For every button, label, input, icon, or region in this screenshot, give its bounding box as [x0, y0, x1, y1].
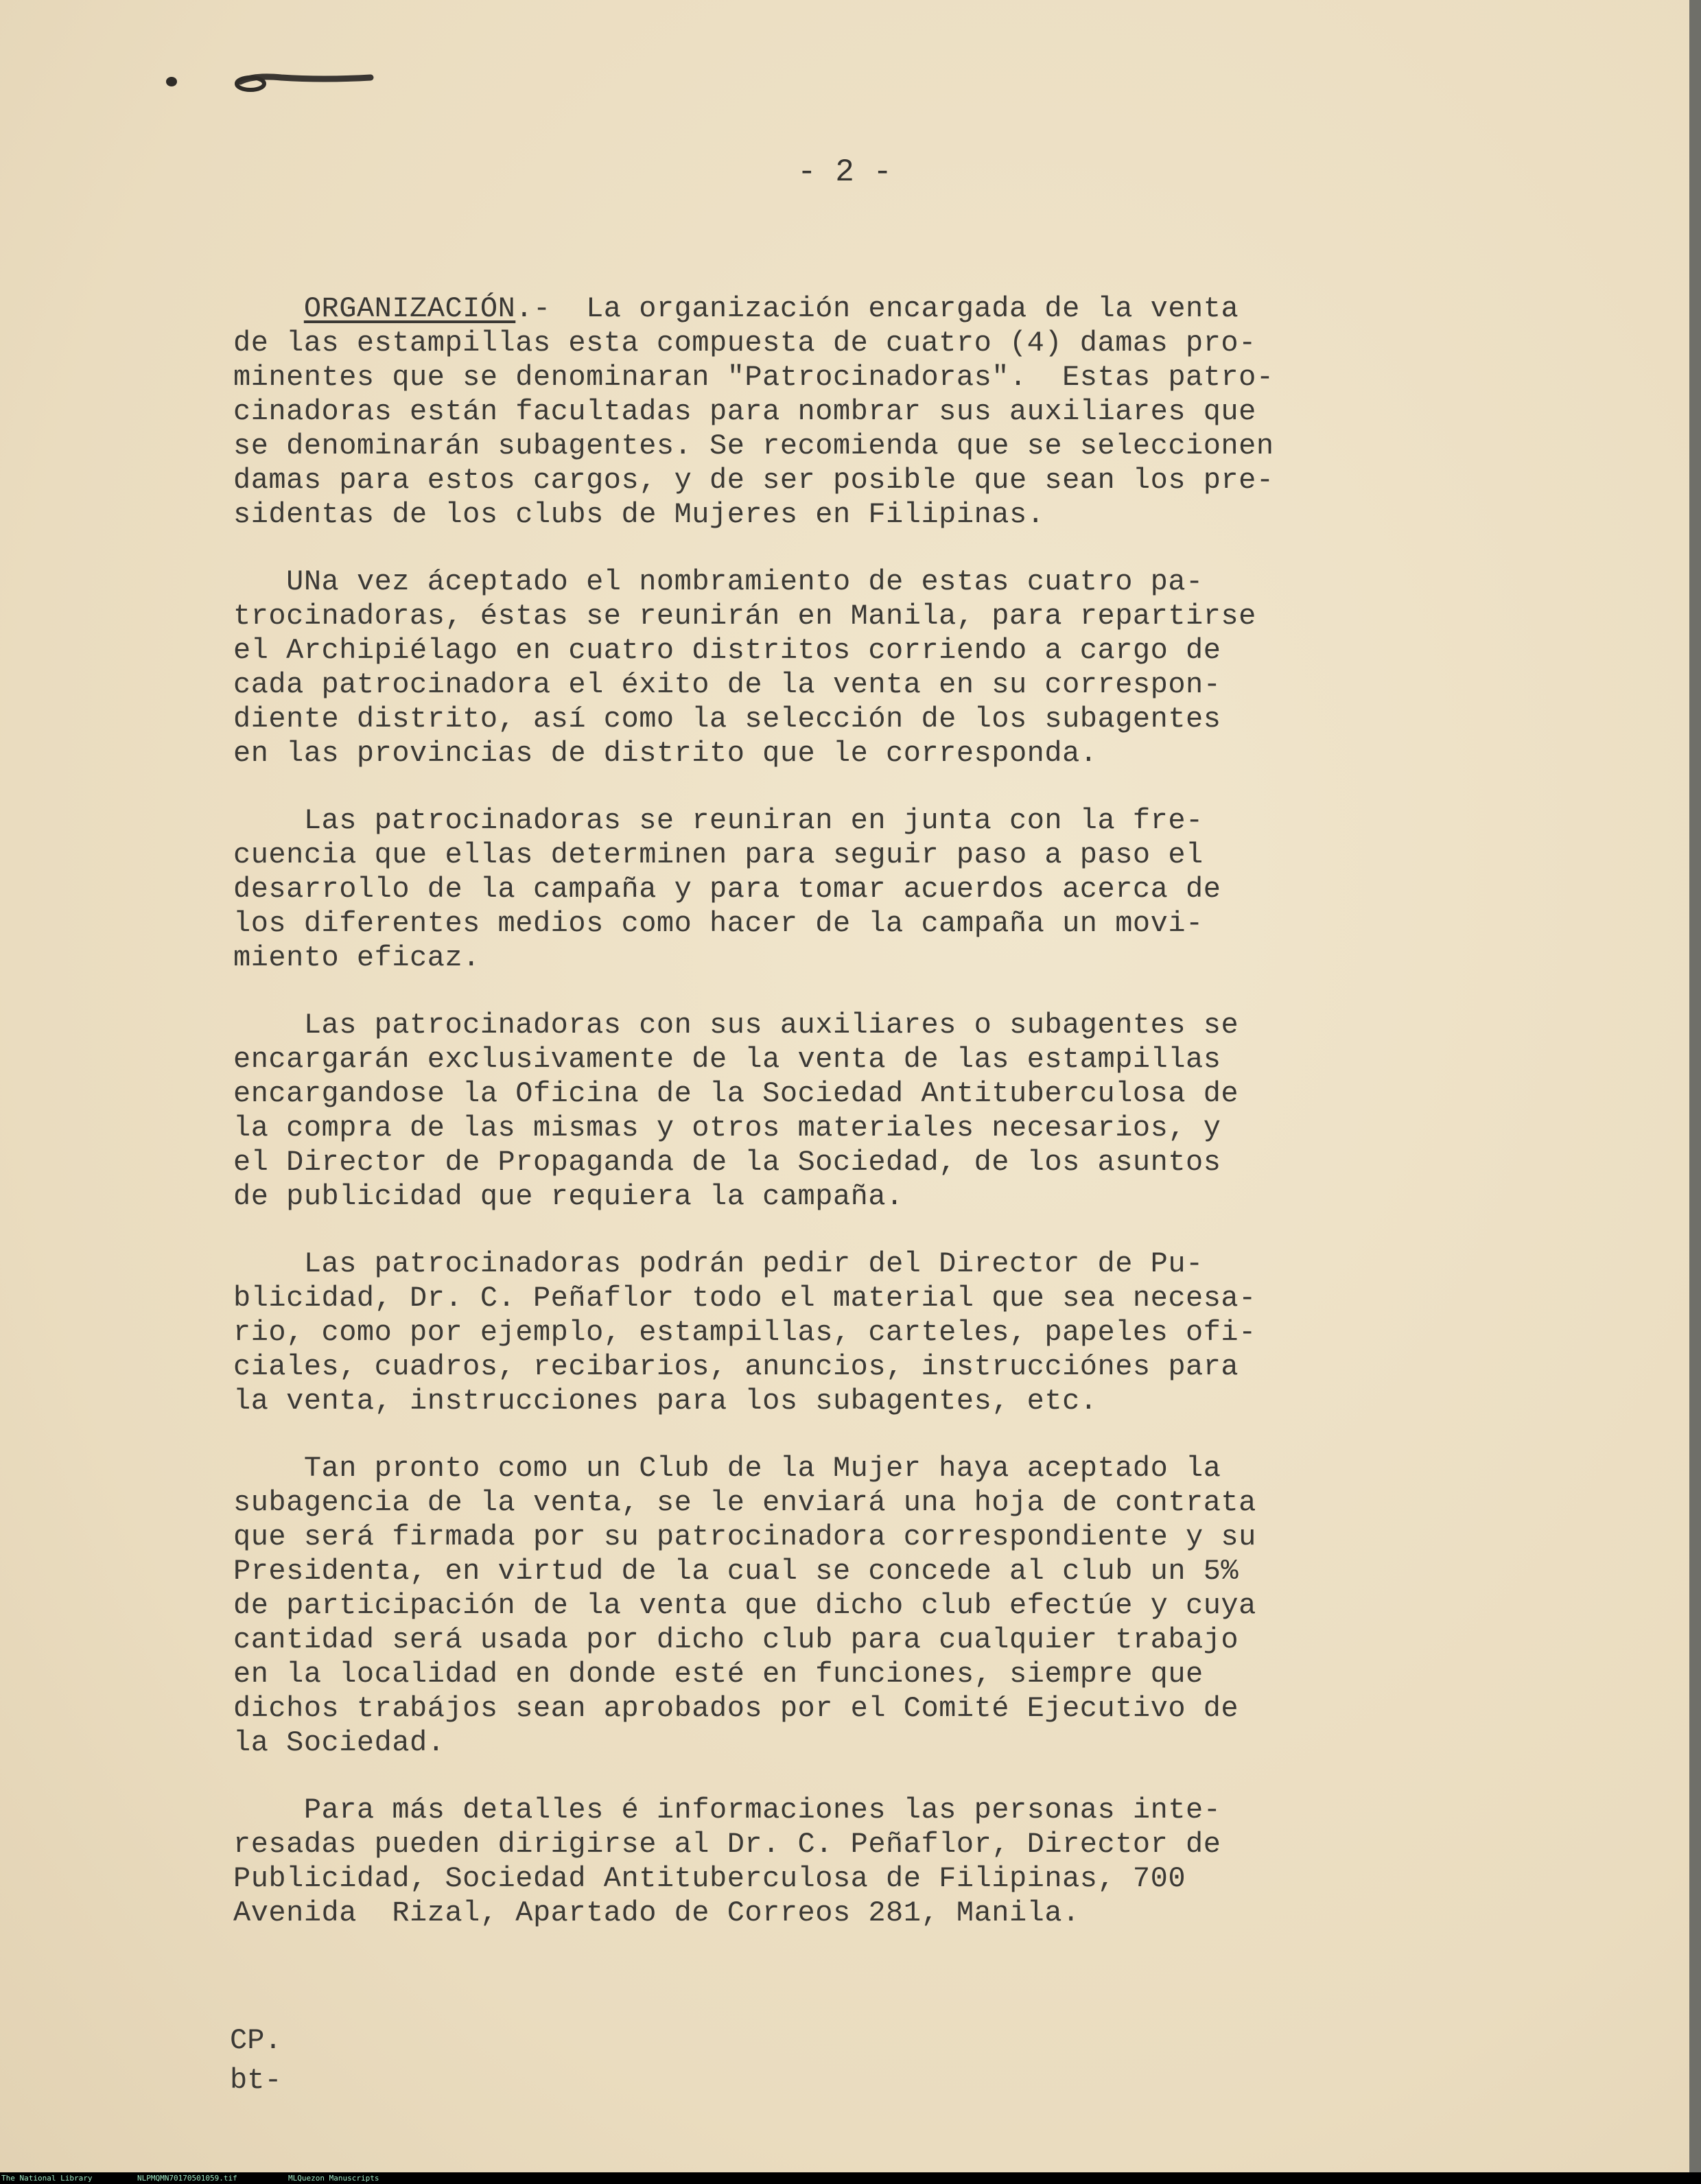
text-line: de participación de la venta que dicho club efectúe y cuya [233, 1589, 1256, 1622]
section-heading: ORGANIZACIÓN [303, 292, 516, 325]
text-line: Publicidad, Sociedad Antituberculosa de Filipinas, 700 [233, 1862, 1186, 1895]
footer-library: The National Library [1, 2174, 93, 2183]
text-line: miento eficaz. [233, 941, 480, 974]
text-line: dichos trabájos sean aprobados por el Comité Ejecutivo de [233, 1692, 1239, 1725]
initials-line: bt- [230, 2064, 282, 2097]
text-line: Presidenta, en virtud de la cual se concede al club un 5% [233, 1555, 1239, 1588]
text-line: la compra de las mismas y otros materiales necesarios, y [233, 1112, 1221, 1144]
text-line: desarrollo de la campaña y para tomar acuerdos acerca de [233, 873, 1221, 906]
text-line: rio, como por ejemplo, estampillas, carteles, papeles ofi- [233, 1316, 1256, 1349]
paragraph-subagencia [233, 1451, 1537, 1760]
text-line: la Sociedad. [233, 1726, 445, 1759]
paragraph-nombramiento [233, 565, 1537, 771]
paragraph-organizacion [233, 292, 1537, 532]
text-line: encargarán exclusivamente de la venta de las estampillas [233, 1043, 1221, 1076]
text-line: diente distrito, así como la selección de los subagentes [233, 703, 1221, 736]
text-line: cuencia que ellas determinen para seguir paso a paso el [233, 838, 1204, 871]
text-line: cinadoras están facultadas para nombrar sus auxiliares que [233, 395, 1256, 428]
letter-body [233, 292, 1537, 1963]
page-number: - 2 - [797, 154, 893, 190]
text-line: de las estampillas esta compuesta de cuatro (4) damas pro- [233, 327, 1256, 360]
text-line: los diferentes medios como hacer de la campaña un movi- [233, 907, 1204, 940]
text-line: se denominarán subagentes. Se recomienda que se seleccionen [233, 430, 1274, 462]
text-line: minentes que se denominaran "Patrocinadoras". Estas patro- [233, 361, 1274, 394]
text-line: ciales, cuadros, recibarios, anuncios, instrucciónes para [233, 1350, 1239, 1383]
paper-clip-mark [165, 72, 377, 93]
text-line: cantidad será usada por dicho club para cualquier trabajo [233, 1623, 1239, 1656]
text-line: Las patrocinadoras con sus auxiliares o subagentes se [303, 1009, 1239, 1042]
text-line: de publicidad que requiera la campaña. [233, 1180, 904, 1213]
text-line: cada patrocinadora el éxito de la venta en su correspon- [233, 668, 1221, 701]
text-line: trocinadoras, éstas se reunirán en Manila, para repartirse [233, 600, 1256, 633]
initials-line: CP. [230, 2024, 282, 2057]
text-line: Para más detalles é informaciones las personas inte- [303, 1794, 1221, 1827]
text-line: que será firmada por su patrocinadora correspondiente y su [233, 1520, 1256, 1553]
typist-initials [230, 2021, 282, 2100]
text-line: en la localidad en donde esté en funciones, siempre que [233, 1658, 1204, 1691]
text-line: Tan pronto como un Club de la Mujer haya aceptado la [303, 1452, 1221, 1485]
paragraph-detalles [233, 1793, 1537, 1930]
text-line: subagencia de la venta, se le enviará una hoja de contrata [233, 1486, 1256, 1519]
text-line: la venta, instrucciones para los subagentes, etc. [233, 1385, 1098, 1418]
footer-collection: MLQuezon Manuscripts [288, 2174, 379, 2183]
text-line: encargandose la Oficina de la Sociedad Antituberculosa de [233, 1077, 1239, 1110]
text-line: damas para estos cargos, y de ser posible que sean los pre- [233, 464, 1274, 497]
text-line: en las provincias de distrito que le corresponda. [233, 737, 1098, 770]
text-line: sidentas de los clubs de Mujeres en Filipinas. [233, 498, 1045, 531]
text-line: el Director de Propaganda de la Sociedad, de los asuntos [233, 1146, 1221, 1179]
paragraph-material [233, 1247, 1537, 1418]
text-line: Las patrocinadoras se reuniran en junta con la fre- [303, 804, 1204, 837]
paragraph-reunion [233, 803, 1537, 975]
paragraph-venta [233, 1008, 1537, 1214]
text-line: blicidad, Dr. C. Peñaflor todo el material que sea necesa- [233, 1282, 1256, 1315]
scan-footer-bar [0, 2172, 1701, 2184]
text-line: Avenida Rizal, Apartado de Correos 281, Manila. [233, 1897, 1080, 1929]
text-line: Las patrocinadoras podrán pedir del Director de Pu- [303, 1247, 1204, 1280]
text-line: el Archipiélago en cuatro distritos corriendo a cargo de [233, 634, 1221, 667]
text-line: resadas pueden dirigirse al Dr. C. Peñaflor, Director de [233, 1828, 1221, 1861]
footer-filename: NLPMQMN70170501059.tif [137, 2174, 237, 2183]
text-line: ORGANIZACIÓN.- La organización encargada de la venta [303, 292, 1239, 325]
text-line: UNa vez áceptado el nombramiento de estas cuatro pa- [286, 565, 1204, 598]
